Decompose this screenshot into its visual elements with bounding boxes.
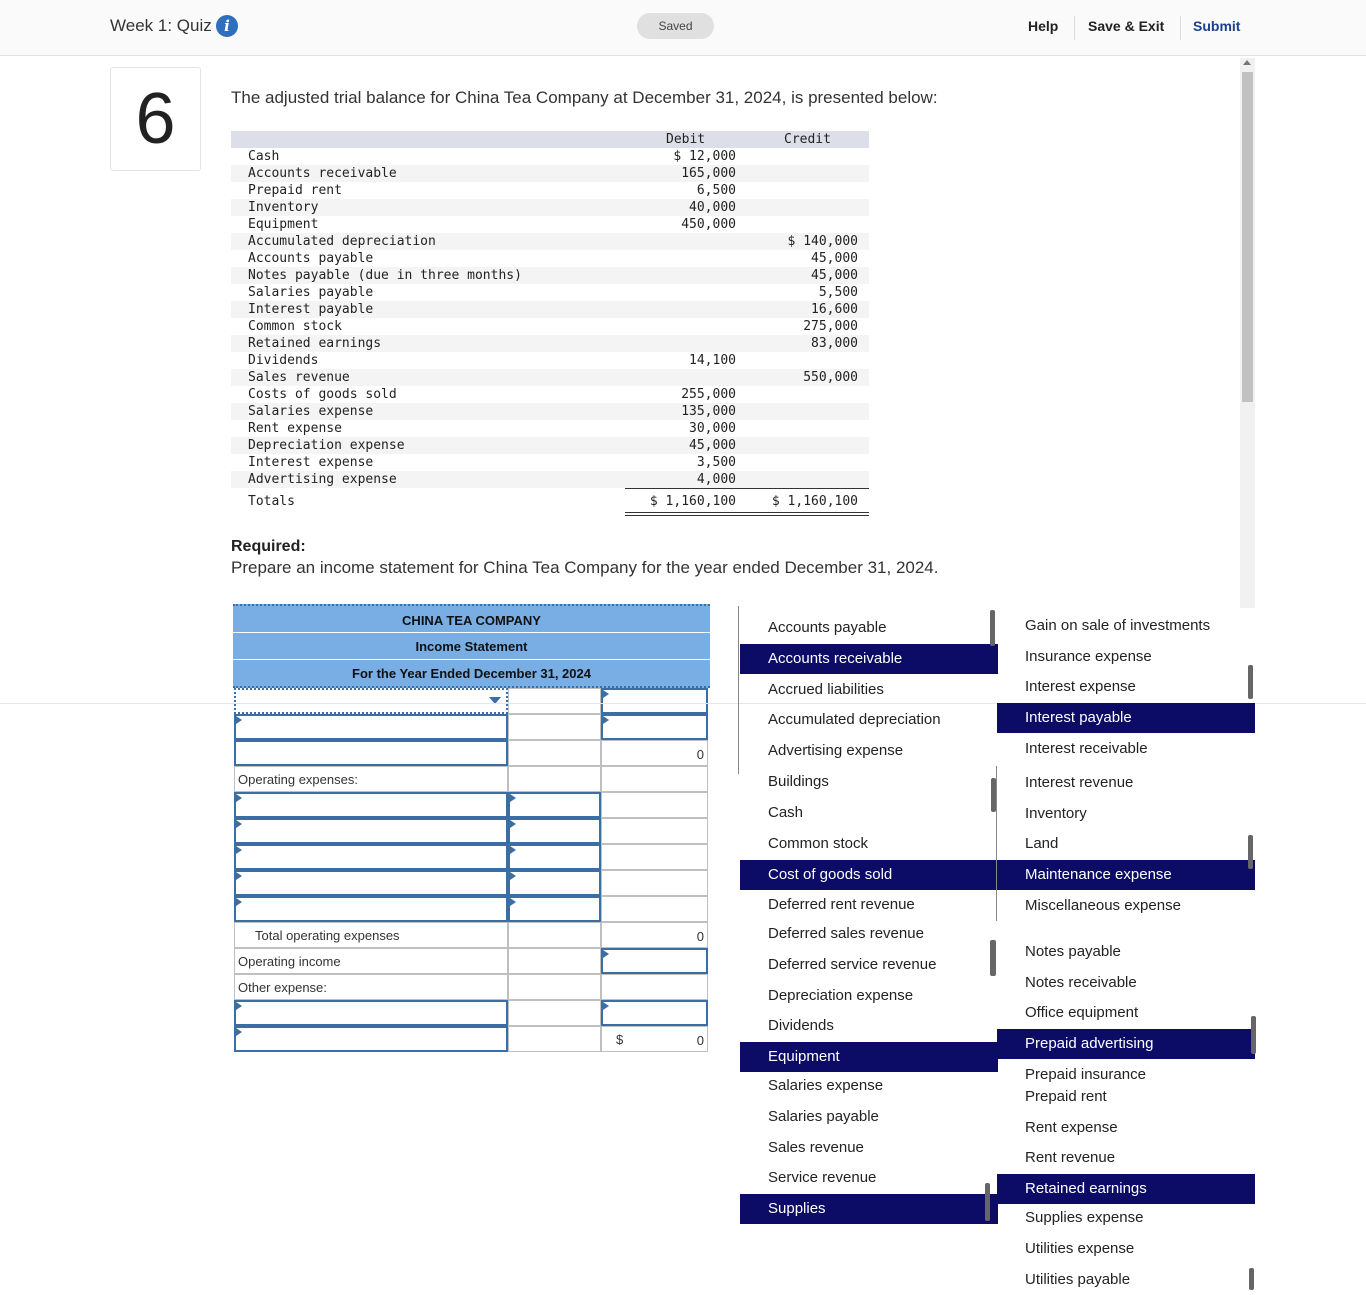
dropdown-option[interactable]: Accrued liabilities: [768, 681, 884, 698]
dropdown-option[interactable]: Salaries expense: [768, 1077, 884, 1094]
dropdown-option[interactable]: Cost of goods sold: [740, 860, 998, 890]
credit-header: Credit: [784, 132, 831, 147]
trial-balance-header: [231, 131, 869, 148]
trial-balance-row: [231, 267, 869, 284]
account-name: Accounts payable: [248, 251, 374, 266]
credit-amount: 5,500: [818, 285, 858, 300]
expense-account-input[interactable]: [234, 818, 508, 844]
dropdown-scroll-thumb[interactable]: [1249, 1268, 1254, 1290]
credit-amount: 45,000: [811, 268, 858, 283]
dropdown-option[interactable]: Depreciation expense: [768, 987, 914, 1004]
expense-amount-input[interactable]: [508, 818, 601, 844]
dropdown-option[interactable]: Interest receivable: [1025, 740, 1148, 757]
dropdown-option[interactable]: Gain on sale of investments: [1025, 617, 1211, 634]
dropdown-option[interactable]: Rent expense: [1025, 1119, 1118, 1136]
dropdown-option[interactable]: Accumulated depreciation: [768, 711, 941, 728]
expense-account-input[interactable]: [234, 870, 508, 896]
trial-balance-row: [231, 301, 869, 318]
dropdown-option[interactable]: Interest payable: [997, 703, 1255, 733]
revenue-account-select[interactable]: [234, 688, 508, 714]
blank-cell: [601, 844, 708, 870]
credit-amount: 83,000: [811, 336, 858, 351]
scrollbar-thumb[interactable]: [1242, 72, 1253, 402]
account-name: Sales revenue: [248, 370, 350, 385]
input-flag-icon: [236, 872, 242, 880]
account-name: Salaries expense: [248, 404, 374, 419]
dropdown-option[interactable]: Notes payable: [1025, 943, 1121, 960]
debit-amount: 165,000: [681, 166, 736, 181]
trial-balance-row: [231, 318, 869, 335]
trial-balance-row: [231, 369, 869, 386]
dropdown-scroll-thumb[interactable]: [1248, 665, 1253, 699]
dropdown-option[interactable]: Sales revenue: [768, 1139, 864, 1156]
input-flag-icon: [236, 898, 242, 906]
dropdown-option[interactable]: Service revenue: [768, 1169, 877, 1186]
input-flag-icon: [603, 950, 609, 958]
dropdown-scroll-thumb[interactable]: [1251, 1016, 1256, 1054]
trial-balance-row: [231, 335, 869, 352]
totals-credit: $ 1,160,100: [771, 494, 858, 509]
input-flag-icon: [510, 872, 516, 880]
dropdown-option[interactable]: Buildings: [768, 773, 829, 790]
quiz-title: Week 1: Quiz: [110, 16, 212, 35]
credit-amount: 550,000: [803, 370, 858, 385]
dropdown-border: [738, 606, 739, 774]
save-exit-button[interactable]: Save & Exit: [1088, 18, 1165, 34]
blank-cell: [601, 818, 708, 844]
dropdown-option[interactable]: Utilities expense: [1025, 1240, 1135, 1257]
debit-amount: 255,000: [681, 387, 736, 402]
expense-account-input[interactable]: [234, 896, 508, 922]
operating-expenses-label: Operating expenses:: [234, 766, 508, 792]
dropdown-option[interactable]: Rent revenue: [1025, 1149, 1116, 1166]
saved-status: Saved: [637, 13, 714, 39]
blank-cell: [601, 792, 708, 818]
operating-income-input[interactable]: [601, 948, 708, 974]
dropdown-option[interactable]: Deferred rent revenue: [768, 896, 915, 913]
trial-balance-row: [231, 437, 869, 454]
account-name: Equipment: [248, 217, 319, 232]
account-name: Retained earnings: [248, 336, 382, 351]
trial-balance-row: [231, 403, 869, 420]
dropdown-option[interactable]: Common stock: [768, 835, 869, 852]
debit-amount: 6,500: [696, 183, 736, 198]
blank-cell: [508, 922, 601, 948]
totals-row: [231, 493, 869, 510]
debit-amount: 40,000: [689, 200, 736, 215]
cogs-account-input[interactable]: [234, 714, 508, 740]
dropdown-option[interactable]: Interest expense: [1025, 678, 1136, 695]
double-rule-top: [625, 512, 869, 513]
trial-balance-row: [231, 471, 869, 488]
revenue-amount-input[interactable]: [601, 688, 708, 714]
dropdown-option[interactable]: Prepaid advertising: [997, 1029, 1255, 1059]
expense-amount-input[interactable]: [508, 792, 601, 818]
trial-balance-row: [231, 148, 869, 165]
credit-amount: 45,000: [811, 251, 858, 266]
trial-balance-row: [231, 352, 869, 369]
net-income-label-input[interactable]: [234, 1026, 508, 1052]
debit-amount: 4,000: [696, 472, 736, 487]
account-name: Accumulated depreciation: [248, 234, 436, 249]
expense-amount-input[interactable]: [508, 844, 601, 870]
input-flag-icon: [510, 898, 516, 906]
account-name: Accounts receivable: [248, 166, 397, 181]
dropdown-option[interactable]: Inventory: [1025, 805, 1087, 822]
blank-cell: [601, 974, 708, 1000]
cogs-amount-input[interactable]: [601, 714, 708, 740]
account-name: Notes payable (due in three months): [248, 268, 522, 283]
total-operating-expenses-label: Total operating expenses: [234, 922, 508, 948]
dropdown-option[interactable]: Notes receivable: [1025, 974, 1137, 991]
trial-balance-row: [231, 454, 869, 471]
scroll-up-arrow-icon[interactable]: [1243, 60, 1251, 65]
dropdown-option[interactable]: Cash: [768, 804, 804, 821]
debit-amount: 14,100: [689, 353, 736, 368]
expense-account-input[interactable]: [234, 792, 508, 818]
dropdown-option[interactable]: Miscellaneous expense: [1025, 897, 1181, 914]
trial-balance-row: [231, 199, 869, 216]
input-flag-icon: [510, 820, 516, 828]
totals-label: Totals: [248, 494, 295, 509]
dropdown-option[interactable]: Office equipment: [1025, 1004, 1139, 1021]
dropdown-scroll-thumb[interactable]: [985, 1183, 990, 1221]
net-income-value: $ 0: [601, 1026, 708, 1052]
input-flag-icon: [236, 846, 242, 854]
account-name: Inventory: [248, 200, 319, 215]
trial-balance-row: [231, 216, 869, 233]
header-divider: [1180, 16, 1181, 40]
help-link[interactable]: Help: [1028, 18, 1059, 34]
account-name: Advertising expense: [248, 472, 397, 487]
dropdown-option[interactable]: Dividends: [768, 1017, 834, 1034]
account-name: Prepaid rent: [248, 183, 342, 198]
blank-cell: [508, 740, 601, 766]
company-name: CHINA TEA COMPANY: [233, 604, 710, 632]
expense-account-input[interactable]: [234, 844, 508, 870]
input-flag-icon: [236, 716, 242, 724]
trial-balance-row: [231, 165, 869, 182]
blank-cell: [508, 1026, 601, 1052]
question-number: 6: [110, 67, 201, 171]
account-name: Salaries payable: [248, 285, 374, 300]
trial-balance-row: [231, 182, 869, 199]
gross-profit-value: 0: [601, 740, 708, 766]
debit-amount: 45,000: [689, 438, 736, 453]
totals-debit: $ 1,160,100: [649, 494, 736, 509]
total-operating-expenses-value: 0: [601, 922, 708, 948]
header-divider: [1074, 16, 1075, 40]
input-flag-icon: [236, 820, 242, 828]
blank-cell: [508, 948, 601, 974]
credit-amount: 16,600: [811, 302, 858, 317]
dropdown-option[interactable]: Land: [1025, 835, 1059, 852]
input-flag-icon: [603, 690, 609, 698]
debit-header: Debit: [666, 132, 706, 147]
blank-cell: [508, 688, 601, 714]
account-name: Costs of goods sold: [248, 387, 397, 402]
other-expense-amount-input[interactable]: [601, 1000, 708, 1026]
input-flag-icon: [236, 1002, 242, 1010]
trial-balance-row: [231, 284, 869, 301]
dropdown-option[interactable]: Deferred sales revenue: [768, 925, 924, 942]
input-flag-icon: [603, 716, 609, 724]
account-name: Cash: [248, 149, 280, 164]
dropdown-option[interactable]: Insurance expense: [1025, 648, 1152, 665]
input-flag-icon: [510, 846, 516, 854]
dropdown-scroll-thumb[interactable]: [990, 940, 996, 976]
blank-cell: [508, 766, 601, 792]
dropdown-option[interactable]: Maintenance expense: [997, 860, 1255, 890]
gross-profit-label-input[interactable]: [234, 740, 508, 766]
statement-name: Income Statement: [233, 633, 710, 659]
required-label: Required:: [231, 538, 306, 555]
other-expense-label: Other expense:: [234, 974, 508, 1000]
account-name: Interest payable: [248, 302, 374, 317]
input-flag-icon: [236, 794, 242, 802]
debit-amount: 450,000: [681, 217, 736, 232]
trial-balance-row: [231, 420, 869, 437]
dropdown-option[interactable]: Supplies expense: [1025, 1209, 1144, 1226]
blank-cell: [508, 974, 601, 1000]
trial-balance-row: [231, 386, 869, 403]
dropdown-option[interactable]: Retained earnings: [997, 1174, 1255, 1204]
blank-cell: [508, 1000, 601, 1026]
dropdown-option[interactable]: Interest revenue: [1025, 774, 1134, 791]
dropdown-scroll-thumb[interactable]: [990, 610, 995, 646]
expense-amount-input[interactable]: [508, 870, 601, 896]
dropdown-scroll-thumb[interactable]: [991, 778, 996, 812]
trial-balance-row: [231, 250, 869, 267]
dropdown-option[interactable]: Accounts receivable: [740, 644, 998, 674]
account-name: Rent expense: [248, 421, 342, 436]
input-flag-icon: [603, 1002, 609, 1010]
debit-amount: 3,500: [696, 455, 736, 470]
dropdown-option[interactable]: Prepaid rent: [1025, 1088, 1107, 1105]
dropdown-option[interactable]: Salaries payable: [768, 1108, 879, 1125]
currency-symbol: $: [616, 1032, 624, 1047]
double-rule-bottom: [625, 515, 869, 516]
trial-balance-row: [231, 233, 869, 250]
debit-amount: 135,000: [681, 404, 736, 419]
dropdown-scroll-thumb[interactable]: [1248, 835, 1253, 869]
blank-cell: [508, 714, 601, 740]
statement-period: For the Year Ended December 31, 2024: [233, 660, 710, 688]
account-name: Common stock: [248, 319, 342, 334]
question-prompt: The adjusted trial balance for China Tea Company at December 31, 2024, is presented below:: [231, 88, 938, 107]
account-name: Depreciation expense: [248, 438, 405, 453]
info-icon[interactable]: i: [216, 15, 238, 37]
dropdown-option[interactable]: Supplies: [740, 1194, 998, 1224]
blank-cell: [601, 896, 708, 922]
credit-amount: $ 140,000: [787, 234, 858, 249]
account-name: Interest expense: [248, 455, 374, 470]
input-flag-icon: [236, 1028, 242, 1036]
operating-income-label: Operating income: [234, 948, 508, 974]
dropdown-option[interactable]: Deferred service revenue: [768, 956, 937, 973]
debit-amount: $ 12,000: [673, 149, 736, 164]
submit-button[interactable]: Submit: [1193, 18, 1241, 34]
blank-cell: [601, 870, 708, 896]
dropdown-border: [996, 766, 997, 921]
dropdown-option[interactable]: Advertising expense: [768, 742, 904, 759]
account-name: Dividends: [248, 353, 319, 368]
totals-rule: [625, 488, 869, 489]
other-expense-account-input[interactable]: [234, 1000, 508, 1026]
credit-amount: 275,000: [803, 319, 858, 334]
dropdown-option[interactable]: Accounts payable: [768, 619, 887, 636]
dropdown-option[interactable]: Prepaid insurance: [1025, 1066, 1146, 1083]
top-bar: [0, 0, 1366, 56]
required-text: Prepare an income statement for China Tea Company for the year ended December 31, 2024.: [231, 558, 939, 577]
dropdown-option[interactable]: Utilities payable: [1025, 1271, 1131, 1288]
debit-amount: 30,000: [689, 421, 736, 436]
expense-amount-input[interactable]: [508, 896, 601, 922]
blank-cell: [601, 766, 708, 792]
dropdown-option[interactable]: Equipment: [740, 1042, 998, 1072]
input-flag-icon: [510, 794, 516, 802]
